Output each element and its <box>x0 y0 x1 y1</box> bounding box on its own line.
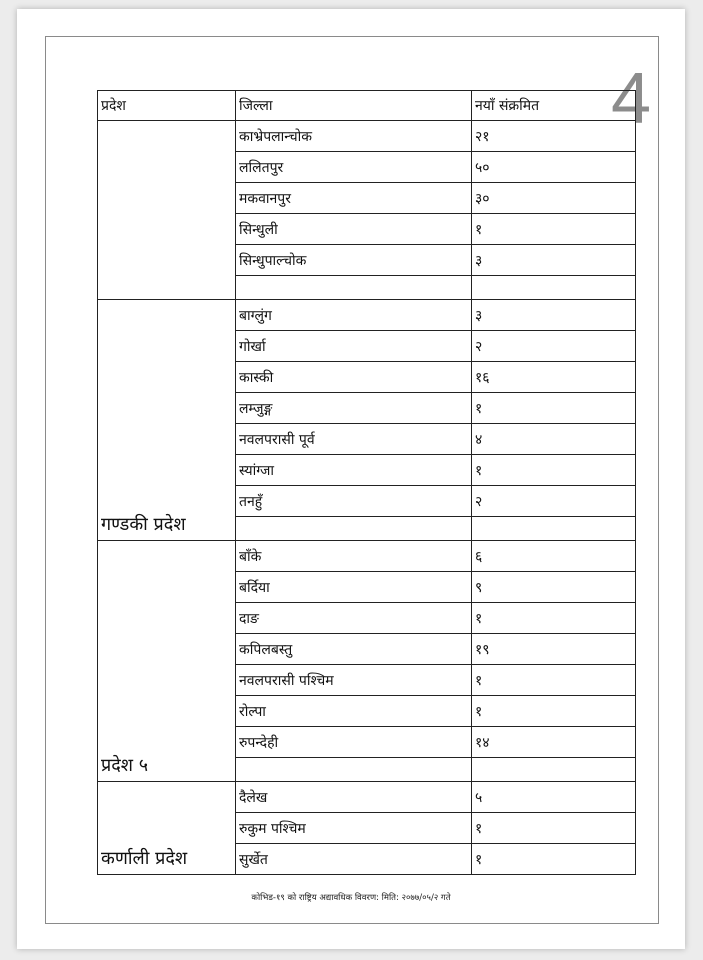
new-cases-cell: १ <box>472 813 636 844</box>
district-cell: कपिलबस्तु <box>236 634 472 665</box>
header-province: प्रदेश <box>98 91 236 121</box>
table-row <box>98 782 636 813</box>
new-cases-cell: ९ <box>472 572 636 603</box>
table-row <box>98 541 636 572</box>
district-cell: रुकुम पश्चिम <box>236 813 472 844</box>
new-cases-cell: १ <box>472 455 636 486</box>
new-cases-cell: ३ <box>472 300 636 331</box>
new-cases-cell: २१ <box>472 121 636 152</box>
district-cell: ललितपुर <box>236 152 472 183</box>
footer-note: कोभिड-१९ को राष्ट्रिय अद्यावधिक विवरण: मिति: २०७७/०५/२ गते <box>251 893 451 903</box>
header-new-infected: नयाँ संक्रमित <box>472 91 636 121</box>
new-cases-cell: ५० <box>472 152 636 183</box>
new-cases-cell: ६ <box>472 541 636 572</box>
table-row <box>98 121 636 152</box>
district-cell: स्यांग्जा <box>236 455 472 486</box>
header-district: जिल्ला <box>236 91 472 121</box>
new-cases-cell: १ <box>472 844 636 875</box>
district-cell: रुपन्देही <box>236 727 472 758</box>
district-cell: बाँके <box>236 541 472 572</box>
new-cases-cell: १४ <box>472 727 636 758</box>
district-cell: सिन्धुपाल्चोक <box>236 245 472 276</box>
table-header-row <box>98 91 636 121</box>
new-cases-cell: ३ <box>472 245 636 276</box>
district-cases-table <box>97 90 636 875</box>
district-cell: नवलपरासी पूर्व <box>236 424 472 455</box>
new-cases-cell: ३० <box>472 183 636 214</box>
new-cases-cell: १ <box>472 393 636 424</box>
new-cases-cell: १ <box>472 214 636 245</box>
page-number: 4 <box>611 59 652 139</box>
table-row <box>98 300 636 331</box>
new-cases-cell: ४ <box>472 424 636 455</box>
district-cell: तनहुँ <box>236 486 472 517</box>
province-cell: प्रदेश ५ <box>98 541 236 782</box>
district-cell: काभ्रेपलान्चोक <box>236 121 472 152</box>
new-cases-cell: ५ <box>472 782 636 813</box>
district-cell: बर्दिया <box>236 572 472 603</box>
empty-cell <box>472 276 636 300</box>
district-cell: रोल्पा <box>236 696 472 727</box>
district-cell: लम्जुङ्ग <box>236 393 472 424</box>
empty-cell <box>472 517 636 541</box>
empty-cell <box>236 517 472 541</box>
province-cell <box>98 121 236 300</box>
new-cases-cell: १ <box>472 603 636 634</box>
new-cases-cell: २ <box>472 486 636 517</box>
district-cell: बाग्लुंग <box>236 300 472 331</box>
province-cell: कर्णाली प्रदेश <box>98 782 236 875</box>
new-cases-cell: १ <box>472 665 636 696</box>
empty-cell <box>236 276 472 300</box>
district-cell: नवलपरासी पश्चिम <box>236 665 472 696</box>
empty-cell <box>472 758 636 782</box>
new-cases-cell: १९ <box>472 634 636 665</box>
empty-cell <box>236 758 472 782</box>
district-cell: कास्की <box>236 362 472 393</box>
district-cell: गोर्खा <box>236 331 472 362</box>
new-cases-cell: २ <box>472 331 636 362</box>
district-cell: दाङ <box>236 603 472 634</box>
district-cell: मकवानपुर <box>236 183 472 214</box>
province-cell: गण्डकी प्रदेश <box>98 300 236 541</box>
new-cases-cell: १६ <box>472 362 636 393</box>
district-cell: सुर्खेत <box>236 844 472 875</box>
district-cell: सिन्धुली <box>236 214 472 245</box>
district-cell: दैलेख <box>236 782 472 813</box>
new-cases-cell: १ <box>472 696 636 727</box>
document-page <box>17 9 685 949</box>
